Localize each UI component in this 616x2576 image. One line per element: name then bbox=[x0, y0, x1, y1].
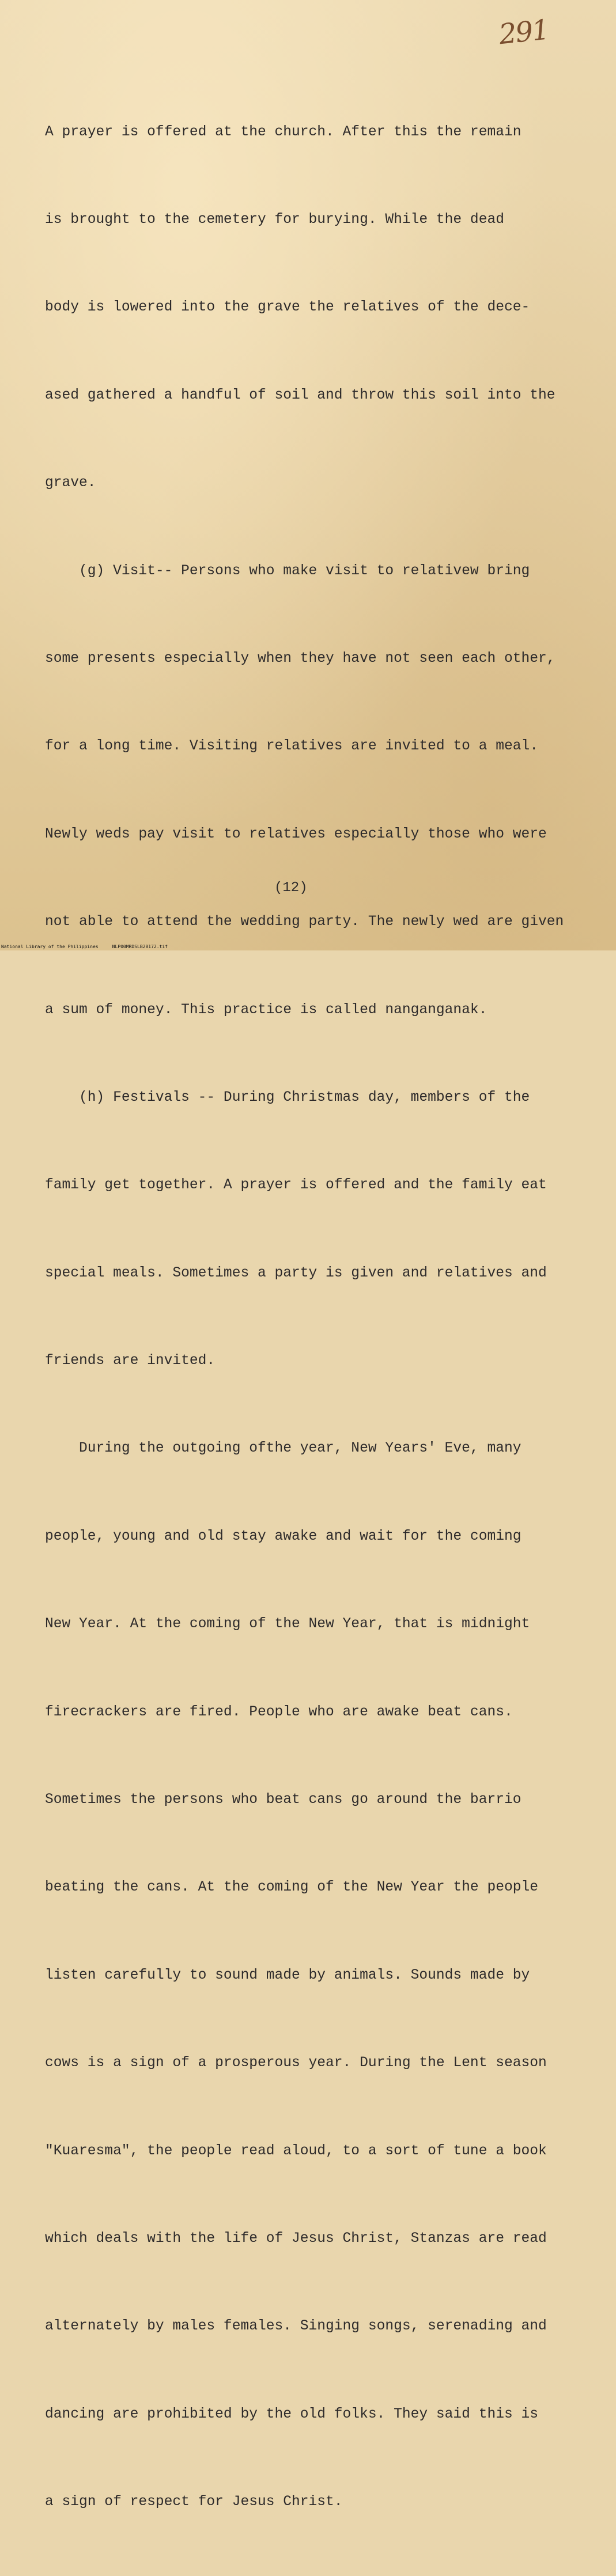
text-line: special meals. Sometimes a party is given and relatives and bbox=[45, 1265, 547, 1281]
text-line: for a long time. Visiting relatives are invited to a meal. bbox=[45, 738, 539, 755]
text-line: (h) Festivals -- During Christmas day, members of the bbox=[45, 1089, 530, 1105]
text-line: New Year. At the coming of the New Year, that is midnight bbox=[45, 1616, 530, 1632]
text-line: beating the cans. At the coming of the New Year the people bbox=[45, 1880, 539, 1896]
archive-source-label: National Library of the Philippines NLP00MRDSLB28172.tif bbox=[1, 944, 168, 949]
text-line: some presents especially when they have not seen each other, bbox=[45, 650, 555, 666]
text-line: which deals with the life of Jesus Christ, Stanzas are read bbox=[45, 2230, 547, 2247]
text-line: people, young and old stay awake and wait for the coming bbox=[45, 1528, 521, 1544]
text-line: a sign of respect for Jesus Christ. bbox=[45, 2494, 343, 2510]
text-line: ased gathered a handful of soil and throw this soil into the bbox=[45, 387, 555, 403]
text-line: During the outgoing ofthe year, New Years' Eve, many bbox=[45, 1441, 521, 1457]
text-line: alternately by males females. Singing songs, serenading and bbox=[45, 2319, 547, 2335]
text-line: cows is a sign of a prosperous year. During the Lent season bbox=[45, 2055, 547, 2071]
text-line: body is lowered into the grave the relatives of the dece- bbox=[45, 300, 530, 316]
text-line: a sum of money. This practice is called nanganganak. bbox=[45, 1002, 487, 1018]
text-line: family get together. A prayer is offered and the family eat bbox=[45, 1177, 547, 1194]
text-line: grave. bbox=[45, 475, 96, 491]
text-line: Sometimes the persons who beat cans go around the barrio bbox=[45, 1792, 521, 1808]
handwritten-page-number: 291 bbox=[497, 13, 550, 51]
text-line: firecrackers are fired. People who are awake beat cans. bbox=[45, 1704, 513, 1720]
text-line: listen carefully to sound made by animals. Sounds made by bbox=[45, 1967, 530, 1983]
footer-page-number: (12) bbox=[274, 880, 308, 896]
text-line: friends are invited. bbox=[45, 1353, 216, 1369]
typed-body-text bbox=[45, 59, 598, 2576]
text-line: dancing are prohibited by the old folks. They said this is bbox=[45, 2406, 539, 2422]
text-line: not able to attend the wedding party. The newly wed are given bbox=[45, 914, 564, 930]
text-line: A prayer is offered at the church. After this the remain bbox=[45, 124, 521, 140]
text-line: (g) Visit-- Persons who make visit to relativew bring bbox=[45, 563, 530, 579]
text-line: Newly weds pay visit to relatives especially those who were bbox=[45, 826, 547, 842]
text-line: "Kuaresma", the people read aloud, to a sort of tune a book bbox=[45, 2143, 547, 2159]
text-line: is brought to the cemetery for burying. While the dead bbox=[45, 211, 504, 228]
